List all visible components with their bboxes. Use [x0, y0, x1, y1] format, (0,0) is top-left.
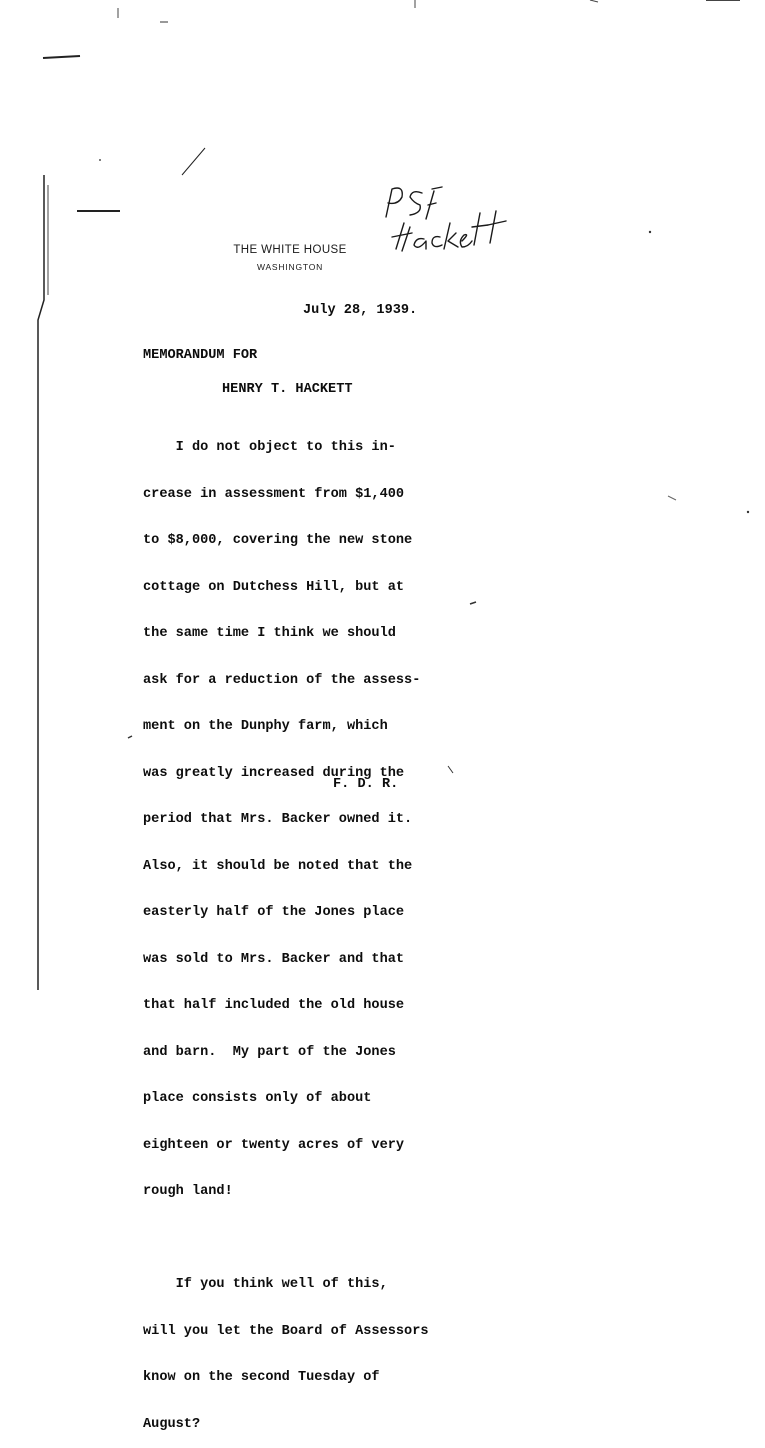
body-line: If you think well of this,: [143, 1277, 388, 1292]
letterhead: [230, 244, 350, 272]
body-line: place consists only of about: [143, 1091, 372, 1106]
body-line: was sold to Mrs. Backer and that: [143, 951, 405, 967]
letterhead-title: THE WHITE HOUSE: [233, 244, 347, 256]
body-line: period that Mrs. Backer owned it.: [143, 812, 413, 827]
body-line: crease in assessment from $1,400: [143, 486, 405, 502]
body-line: easterly half of the Jones place: [143, 905, 405, 920]
paragraph-gap: [143, 1231, 429, 1247]
letterhead-subtitle: WASHINGTON: [256, 262, 324, 272]
body-line: know on the second Tuesday of: [143, 1370, 380, 1385]
body-line: eighteen or twenty acres of very: [143, 1137, 405, 1153]
body-line: the same time I think we should: [143, 626, 396, 641]
body-line: and barn. My part of the Jones: [143, 1044, 396, 1060]
memo-body: [143, 409, 429, 1448]
body-line: ask for a reduction of the assess-: [143, 672, 421, 688]
body-line: that half included the old house: [143, 998, 405, 1013]
body-line: was greatly increased during the: [143, 765, 405, 781]
signature-initials: F. D. R.: [333, 777, 399, 792]
memo-label: MEMORANDUM FOR: [143, 348, 258, 363]
body-line: will you let the Board of Assessors: [143, 1323, 429, 1339]
body-line: rough land!: [143, 1184, 233, 1199]
body-line: August?: [143, 1416, 201, 1432]
body-line: to $8,000, covering the new stone: [143, 533, 413, 548]
handwritten-note: [378, 175, 513, 255]
body-line: cottage on Dutchess Hill, but at: [143, 579, 405, 595]
memo-date: July 28, 1939.: [303, 303, 418, 318]
body-line: I do not object to this in-: [143, 440, 396, 455]
body-line: Also, it should be noted that the: [143, 858, 413, 874]
body-line: ment on the Dunphy farm, which: [143, 719, 388, 734]
memo-addressee: HENRY T. HACKETT: [222, 382, 353, 397]
